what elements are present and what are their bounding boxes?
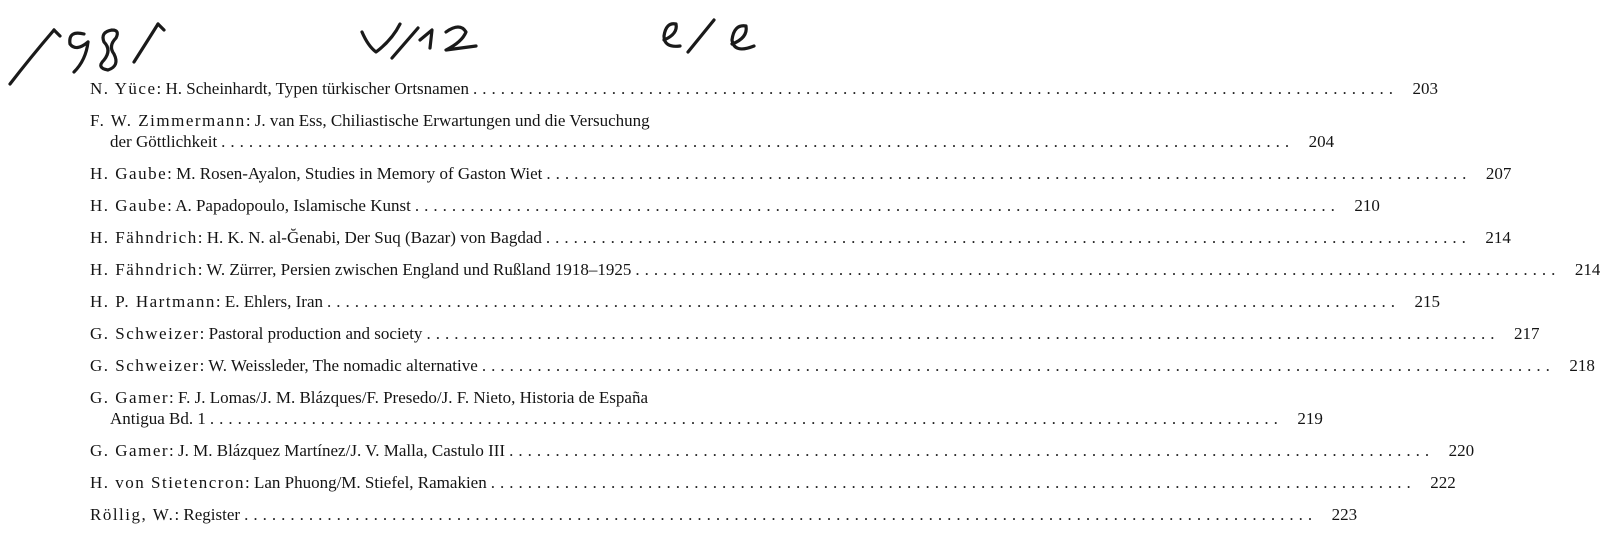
book-title: Register xyxy=(183,505,241,524)
handwritten-annotation xyxy=(0,0,900,90)
reviewer-name: H. von Stietencron xyxy=(90,473,245,492)
toc-entry: H. P. Hartmann: E. Ehlers, Iran .................................................................................................................... 215 xyxy=(90,292,1440,311)
page-number: 204 xyxy=(1308,132,1335,151)
reviewer-name: H. P. Hartmann xyxy=(90,292,216,311)
toc-entry: H. Fähndrich: W. Zürrer, Persien zwischen England und Rußland 1918–1925 .................................................................................................... 214 xyxy=(90,260,1600,279)
page-number: 210 xyxy=(1354,196,1380,215)
dot-leader: .................................................................................................................... xyxy=(481,356,1555,375)
page-number: 223 xyxy=(1331,505,1358,524)
book-title-continued: der Göttlichkeit xyxy=(110,132,218,151)
toc-entry: G. Schweizer: Pastoral production and society .................................................................................................................... 217 xyxy=(90,324,1540,343)
page-number: 207 xyxy=(1485,164,1512,183)
book-title: M. Rosen-Ayalon, Studies in Memory of Gaston Wiet xyxy=(176,164,543,183)
book-title: H. K. N. al-Ğenabi, Der Suq (Bazar) von Bagdad xyxy=(206,228,542,247)
page-number: 214 xyxy=(1574,260,1600,279)
toc-entry: F. W. Zimmermann: J. van Ess, Chiliastische Erwartungen und die Versuchung der Göttlichkeit .................................................................................................................... 204 xyxy=(90,111,1335,151)
page-number: 218 xyxy=(1569,356,1595,375)
toc-entry: G. Gamer: J. M. Blázquez Martínez/J. V. Malla, Castulo III .................................................................................................... 220 xyxy=(90,441,1475,460)
book-title: J. M. Blázquez Martínez/J. V. Malla, Castulo III xyxy=(178,441,506,460)
page-number: 214 xyxy=(1485,228,1511,247)
reviewer-name: H. Gaube xyxy=(90,164,168,183)
reviewer-name: N. Yüce xyxy=(90,79,157,98)
dot-leader: .................................................................................................... xyxy=(472,79,1398,98)
dot-leader: .................................................................................................................... xyxy=(327,292,1400,311)
toc-entry: H. von Stietencron: Lan Phuong/M. Stiefel, Ramakien .................................................................................................... 222 xyxy=(90,473,1456,492)
dot-leader: .................................................................................................... xyxy=(635,260,1561,279)
dot-leader: .................................................................................................... xyxy=(546,164,1472,183)
toc-entry: H. Fähndrich: H. K. N. al-Ğenabi, Der Suq (Bazar) von Bagdad .................................................................................................... 214 xyxy=(90,228,1511,247)
book-title: H. Scheinhardt, Typen türkischer Ortsnamen xyxy=(165,79,469,98)
reviewer-name: G. Schweizer xyxy=(90,324,200,343)
book-title: W. Weissleder, The nomadic alternative xyxy=(208,356,478,375)
toc-entry: G. Schweizer: W. Weissleder, The nomadic alternative .................................................................................................................... 218 xyxy=(90,356,1595,375)
toc-entry: N. Yüce: H. Scheinhardt, Typen türkischer Ortsnamen .................................................................................................... 203 xyxy=(90,79,1438,98)
page-number: 203 xyxy=(1412,79,1438,98)
dot-leader: .................................................................................................................... xyxy=(244,505,1318,524)
dot-leader: .................................................................................................... xyxy=(545,228,1471,247)
reviewer-name: H. Fähndrich xyxy=(90,228,198,247)
toc-entry: H. Gaube: A. Papadopoulo, Islamische Kunst .................................................................................................... 210 xyxy=(90,196,1380,215)
reviewer-name: H. Fähndrich xyxy=(90,260,198,279)
book-title: A. Papadopoulo, Islamische Kunst xyxy=(175,196,411,215)
book-title: Pastoral production and society xyxy=(208,324,423,343)
dot-leader: .................................................................................................... xyxy=(414,196,1340,215)
dot-leader: .................................................................................................... xyxy=(490,473,1416,492)
dot-leader: .................................................................................................... xyxy=(509,441,1435,460)
reviewer-name: G. Gamer xyxy=(90,441,170,460)
table-of-contents xyxy=(90,78,1600,536)
reviewer-name: Röllig, W. xyxy=(90,505,175,524)
book-title-continued: Antigua Bd. 1 xyxy=(110,409,206,428)
book-title: J. van Ess, Chiliastische Erwartungen und die Versuchung xyxy=(254,111,650,130)
toc-entry: H. Gaube: M. Rosen-Ayalon, Studies in Memory of Gaston Wiet .................................................................................................... 207 xyxy=(90,164,1512,183)
page-number: 222 xyxy=(1430,473,1456,492)
dot-leader: .................................................................................................................... xyxy=(426,324,1500,343)
toc-entry: G. Gamer: F. J. Lomas/J. M. Blázques/F. Presedo/J. F. Nieto, Historia de España Antigua Bd. 1 .................................................................................................................... 219 xyxy=(90,388,1323,428)
reviewer-name: H. Gaube xyxy=(90,196,168,215)
reviewer-name: G. Schweizer xyxy=(90,356,200,375)
book-title: Lan Phuong/M. Stiefel, Ramakien xyxy=(253,473,487,492)
book-title: W. Zürrer, Persien zwischen England und Rußland 1918–1925 xyxy=(206,260,632,279)
page-number: 220 xyxy=(1448,441,1475,460)
book-title: F. J. Lomas/J. M. Blázques/F. Presedo/J. F. Nieto, Historia de España xyxy=(178,388,649,407)
dot-leader: .................................................................................................................... xyxy=(221,132,1295,151)
book-title: E. Ehlers, Iran xyxy=(224,292,323,311)
toc-entry: Röllig, W.: Register .................................................................................................................... 223 xyxy=(90,505,1358,524)
page-number: 217 xyxy=(1513,324,1540,343)
page-number: 215 xyxy=(1414,292,1440,311)
dot-leader: .................................................................................................................... xyxy=(209,409,1283,428)
reviewer-name: F. W. Zimmermann xyxy=(90,111,246,130)
reviewer-name: G. Gamer xyxy=(90,388,170,407)
page-number: 219 xyxy=(1297,409,1323,428)
